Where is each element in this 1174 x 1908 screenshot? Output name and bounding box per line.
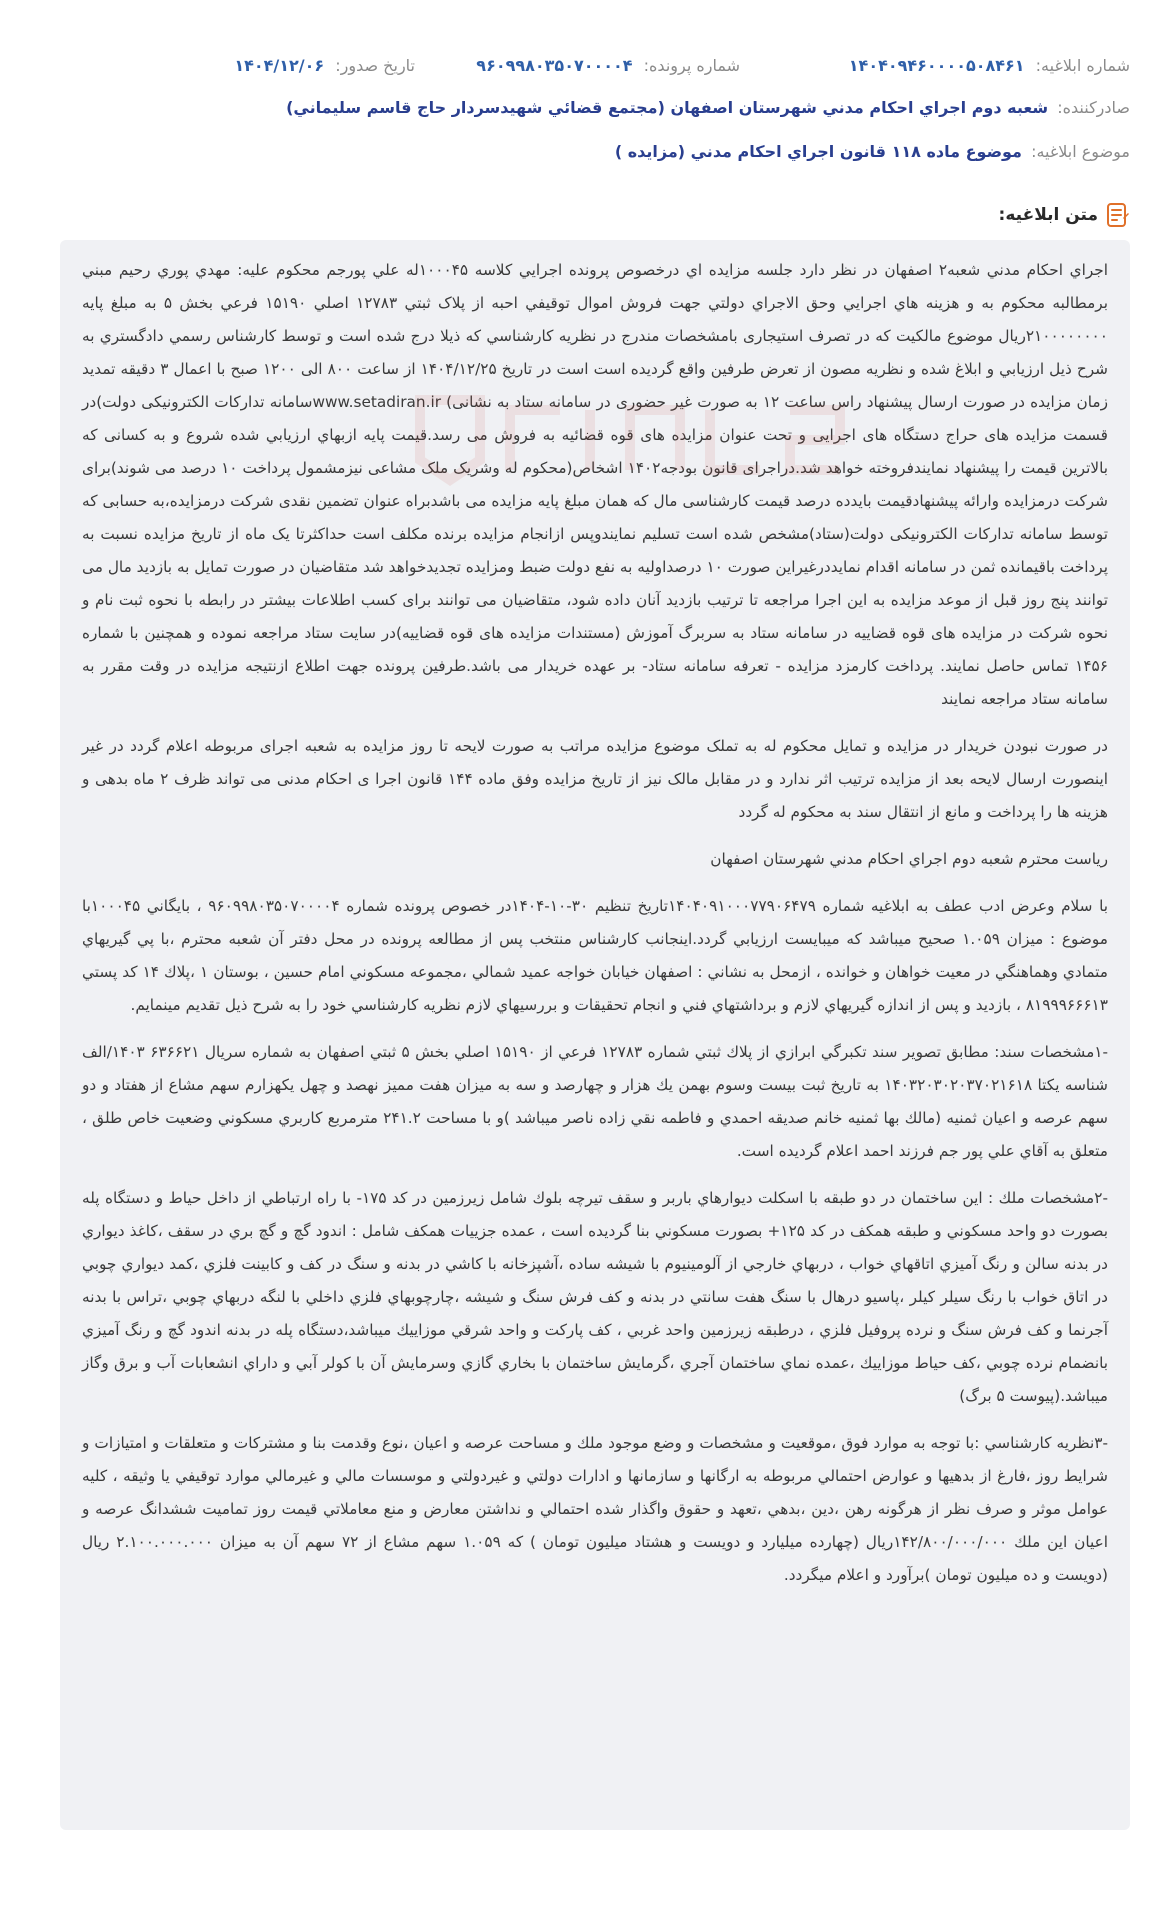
notice-text-heading-label: متن ابلاغیه: (998, 205, 1098, 225)
notice-meta-row (60, 56, 1130, 84)
issuer-value: شعبه دوم اجراي احكام مدني شهرستان اصفهان (مجتمع قضائي شهيدسردار حاج قاسم سليماني) (286, 98, 1049, 117)
notice-text-heading (999, 200, 1130, 230)
notice-number-value: ۱۴۰۴۰۹۴۶۰۰۰۰۵۰۸۴۶۱ (848, 56, 1025, 75)
case-number (476, 56, 740, 75)
notice-body (60, 240, 1130, 1830)
issue-date-value: ۱۴۰۴/۱۲/۰۶ (234, 56, 325, 75)
body-paragraph-2: در صورت نبودن خريدار در مزايده و تمايل محكوم له به تملک موضوع مزايده مراتب به صورت لايحه تا روز مزايده به شعبه اجرای مربوطه اعلام گردد در غير اينصورت ارسال لايحه بعد از مزايده ترتيب اثر ندارد و در مقابل مالک نيز از تاريخ مزايده وفق ماده ۱۴۴ قانون اجرا ی احكام مدنی می تواند ظرف ۲ ماه بدهی و هزينه ها را پرداخت و مانع از انتقال سند به محكوم له گردد (82, 737, 1108, 821)
subject-line (40, 142, 1130, 161)
notice-number (849, 56, 1130, 75)
issue-date (234, 56, 415, 75)
issue-date-label: تاریخ صدور: (335, 56, 415, 75)
body-paragraph-1: اجراي احكام مدني شعبه۲ اصفهان در نظر دارد جلسه مزايده اي درخصوص پرونده اجرايي كلاسه ۱۰۰۰۴۵له علي پورجم محكوم عليه: مهدي پوري رحيم مبني برمطالبه محکوم به و هزينه هاي اجرايي وحق الاجراي دولتي جهت فروش اموال توقيفي احبه از پلاک ثبتي ۱۲۷۸۳ اصلي ۱۵۱۹۰ فرعي بخش ۵ به مبلغ پايه ۲۱۰۰۰۰۰۰۰۰ريال موضوع مالكيت كه در تصرف استيجاری بامشخصات مندرج در نظريه كارشناسي كه ذيلا درج شده است و توسط كارشناس رسمي دادگستري به شرح ذيل ارزيابي و ابلاغ شده و نظريه مصون از تعرض طرفين واقع گرديده است است در تاريخ ۱۴۰۴/۱۲/۲۵ از ساعت ۸۰۰ الی ۱۲۰۰ صبح با اعمال ۳ دقيقه تمديد زمان مزايده در صورت ارسال پيشنهاد راس ساعت ۱۲ به صورت غير حضوری در سامانه ستاد به نشانی) www.setadiran.irسامانه تداركات الكترونيكی دولت)در قسمت مزايده های حراج دستگاه های اجرايی و تحت عنوان مزايده های قوه قضائيه به فروش می رسد.قيمت پايه ازبهاي ارزيابي شده شروع و به كسانى كه بالاترين قيمت را پيشنهاد نمايندفروخته خواهد شد.دراجرای قانون بودجه۱۴۰۲ اشخاص(محكوم له وشريک ملک مشاعی نيزمشمول پرداخت ۱۰ درصد می شوند)برای شركت درمزايده وارائه پيشنهادقيمت بايدده درصد قيمت كارشناسی مال كه همان مبلغ پايه مزايده می باشدبراه عنوان تضمين نقدی شركت درمزايده،به حسابی كه توسط سامانه تداركات الكترونيكی دولت(ستاد)مشخص شده است تسليم نمايندوپس ازانجام مزايده برنده مكلف است حداكثرتا يک ماه از تاريخ مزايده نسبت به پرداخت باقيمانده ثمن در سامانه اقدام نمايددرغيراين صورت ۱۰ درصداوليه به نفع دولت ضبط ومزايده تجديدخواهد شد متقاضيان در صورت تمايل به بازديد مال می توانند پنج روز قبل از موعد مزايده به اين اجرا مراجعه تا ترتيب بازديد آنان داده شود، متقاضيان می توانند برای كسب اطلاعات بيشتر در رابطه با نحوه ثبت نام و نحوه شركت در مزايده های قوه قضاييه در سامانه ستاد به سربرگ آموزش (مستندات مزايده های قوه قضاييه)در سايت ستاد مراجعه نموده و همچنين با شماره ۱۴۵۶ تماس حاصل نمايند. پرداخت كارمزد مزايده - تعرفه سامانه ستاد- بر عهده خريدار می باشد.طرفين پرونده جهت اطلاع ازنتيجه مزايده در وقت مقرر به سامانه ستاد مراجعه نمايند (82, 261, 1109, 708)
body-paragraph-4: با سلام وعرض ادب عطف به ابلاغيه شماره ۱۴۰۴۰۹۱۰۰۰۷۷۹۰۶۴۷۹تاريخ تنظيم ۳۰-۱۰-۱۴۰۴در خصوص پرونده شماره ۹۶۰۹۹۸۰۳۵۰۷۰۰۰۰۴ ، بايگاني ۱۰۰۰۴۵با موضوع : ميزان ۱.۰۵۹ صحيح ميباشد كه ميبايست ارزيابي گردد.اينجانب كارشناس منتخب پس از مطالعه پرونده در محل دفتر آن شعبه محترم ،با پي گيريهاي متمادي وهماهنگي در معيت خواهان و خوانده ، ازمحل به نشاني : اصفهان خيابان خواجه عميد شمالي ،مجموعه مسكوني امام حسين ، بوستان ۱ ،پلاك ۱۴ كد پستي ۸۱۹۹۹۶۶۶۱۳ ، بازديد و پس از اندازه گيريهاي لازم و برداشتهاي فني و انجام تحقيقات و بررسيهاي لازم نظريه كارشناسي خود را به شرح ذيل تقديم مينمايم. (82, 897, 1108, 1014)
case-number-value: ۹۶۰۹۹۸۰۳۵۰۷۰۰۰۰۴ (476, 56, 633, 75)
body-paragraph-5: -۱مشخصات سند: مطابق تصوير سند تكبرگي ابرازي از پلاك ثبتي شماره ۱۲۷۸۳ فرعي از ۱۵۱۹۰ اصلي بخش ۵ ثبتي اصفهان به شماره سريال ۶۳۶۶۲۱ ۱۴۰۳/الف شناسه يكتا ۱۴۰۳۲۰۳۰۲۰۳۷۰۲۱۶۱۸ به تاريخ ثبت بيست وسوم بهمن يك هزار و چهارصد و سه به ميزان هفت مميز نهصد و چهل يكهزارم سهم مشاع از هفتاد و دو سهم عرصه و اعيان ثمنيه (مالك بها ثمنيه خانم صديقه احمدي و فاطمه نقي زاده ناصر ميباشد )و با مساحت ۲۴۱.۲ مترمربع كاربري مسكوني وضعيت خاص طلق ، متعلق به آقاي علي پور جم فرزند احمد اعلام گرديده است. (82, 1043, 1109, 1160)
issuer-label: صادرکننده: (1057, 98, 1130, 117)
case-number-label: شماره پرونده: (643, 56, 740, 75)
issuer-line (40, 98, 1130, 117)
subject-label: موضوع ابلاغیه: (1031, 142, 1130, 161)
body-paragraph-6: -۲مشخصات ملك : اين ساختمان در دو طبقه با اسكلت ديوارهاي باربر و سقف تيرچه بلوك شامل زيرزمين در كد ۱۷۵- با راه ارتباطي از داخل حياط و دستگاه پله بصورت دو واحد مسكوني و طبقه همكف در كد ۱۲۵+ بصورت مسكوني بنا گرديده است ، عمده جزييات همكف شامل : اندود گچ و گچ بري در سقف ،كاغذ ديواري در بدنه سالن و رنگ آميزي اتاقهاي خواب ، دربهاي خارجي از آلومينيوم با شيشه ساده ،آشپزخانه با كاشي در بدنه و سنگ در كف و كابينت فلزي ،كمد ديواري چوبي در اتاق خواب با رنگ سيلر كيلر ،پاسيو درهال با سنگ هفت سانتي در بدنه و كف فرش سنگ و شيشه ،چارچوبهاي فلزي داخلي با لنگه دربهاي چوبي ،تراس با بدنه آجرنما و كف فرش سنگ و نرده پروفيل فلزي ، درطبقه زيرزمين واحد غربي ، كف پاركت و واحد شرقي موزاييك ميباشد،دستگاه پله در بدنه اندود گچ و رنگ آميزي بانضمام نرده چوبي ،كف حياط موزاييك ،عمده نماي ساختمان آجري ،گرمايش ساختمان با بخاري گازي وسرمايش آن با كولر آبي و داراي انشعابات آب و برق وگاز ميباشد.(پيوست ۵ برگ) (82, 1189, 1109, 1405)
subject-value: موضوع ماده ۱۱۸ قانون اجراي احكام مدني (مزايده ) (614, 142, 1022, 161)
body-paragraph-3: رياست محترم شعبه دوم اجراي احكام مدني شهرستان اصفهان (710, 850, 1108, 868)
document-text-icon (1106, 202, 1130, 228)
notice-number-label: شماره ابلاغیه: (1035, 56, 1130, 75)
body-paragraph-7: -۳نظريه كارشناسي :با توجه به موارد فوق ،موقعيت و مشخصات و وضع موجود ملك و مساحت عرصه و اعيان ،نوع وقدمت بنا و مشتركات و متعلقات و امتيازات و شرايط روز ،فارغ از بدهيها و عوارض احتمالي مربوطه به ارگانها و سازمانها و ادارات دولتي و غيردولتي و موسسات مالي و غيرمالي موارد توقيفي يا وثيقه ، كليه عوامل موثر و صرف نظر از هرگونه رهن ،دين ،بدهي ،تعهد و حقوق واگذار شده احتمالي و نداشتن معارض و منع معاملاتي قيمت روز تماميت ششدانگ عرصه و اعيان اين ملك ۱۴۲/۸۰۰/۰۰۰/۰۰۰ريال (چهارده ميليارد و دويست و هشتاد ميليون تومان ) كه ۱.۰۵۹ سهم مشاع از ۷۲ سهم آن به ميزان ۲.۱۰۰.۰۰۰.۰۰۰ ريال (دويست و ده ميليون تومان )برآورد و اعلام ميگردد. (82, 1434, 1108, 1584)
